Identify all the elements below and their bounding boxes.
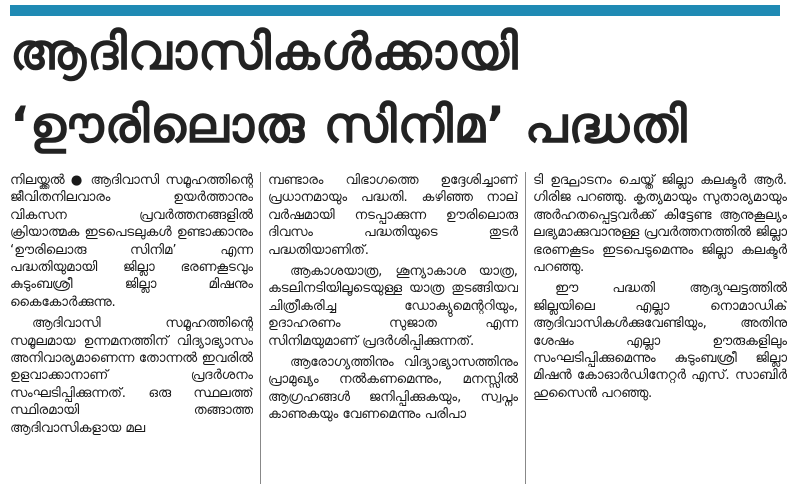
article-column-3 xyxy=(533,172,787,488)
paragraph: ഈ പദ്ധതി ആദ്യഘട്ടത്തിൽ ജില്ലയിലെ എല്ലാ നൊമാഡിക് ആദിവാസികൾക്കുവേണ്ടിയും, അതിനു ശേഷം എല്ലാ ഊരുകളിലും സംഘടിപ്പിക്കുമെന്നും കുടുംബശ്രീ ജില്ലാ മിഷൻ കോഓർഡിനേറ്റർ എസ്. സാബിർ ഹുസൈൻ പറഞ്ഞു. xyxy=(533,281,787,401)
paragraph: നിലയ്ക്കൽ ● ആദിവാസി സമൂഹത്തിന്റെ ജീവിതനിലവാരം ഉയർത്താനും വികസന പ്രവർത്തനങ്ങളിൽ ക്രിയാത്മക ഇടപെടലുകൾ ഉണ്ടാക്കാനും ‘ഊരിലൊരു സിനിമ’ എന്ന പദ്ധതിയുമായി ജില്ലാ ഭരണകൂടവും കുടുംബശ്രീ ജില്ലാ മിഷനും കൈകോർക്കുന്നു. xyxy=(10,173,253,310)
article-body xyxy=(10,172,790,488)
paragraph: ആകാശയാത്ര, ശൂന്യാകാശ യാത്ര, കടലിനടിയിലൂടെയുള്ള യാത്ര തുടങ്ങിയവ ചിത്രീകരിച്ച ഡോക്യുമെന്ററിയും, ഉദാഹരണം സുജാത എന്ന സിനിമയുമാണ് പ്രദർശിപ്പിക്കുന്നത്. xyxy=(268,264,518,349)
paragraph: ആരോഗ്യത്തിനും വിദ്യാഭ്യാസത്തിനും പ്രാമുഖ്യം നൽകണമെന്നും, മനസ്സിൽ ആഗ്രഹങ്ങൾ ജനിപ്പിക്കുകയും, സ്വപ്നം കാണുകയും വേണമെന്നും പരിപാ xyxy=(268,355,518,423)
paragraph: മ്പണ്ടാരം വിഭാഗത്തെ ഉദ്ദേശിച്ചാണ് പ്രധാനമായും പദ്ധതി. കഴിഞ്ഞ നാല് വർഷമായി നടപ്പാക്കുന്ന ഊരിലൊരു ദിവസം പദ്ധതിയുടെ തുടർ പദ്ധതിയാണിത്. xyxy=(268,173,518,258)
article-column-1 xyxy=(10,172,253,488)
paragraph: ആദിവാസി സമൂഹത്തിന്റെ സമൂലമായ ഉന്നമനത്തിന് വിദ്യാഭ്യാസം അനിവാര്യമാണെന്ന തോന്നൽ ഇവരിൽ ഉളവാക്കാനാണ് പ്രദർശനം സംഘടിപ്പിക്കുന്നത്. ഒരു സ്ഥലത്ത് സ്ഥിരമായി തങ്ങാത്ത ആദിവാസികളായ മല xyxy=(10,316,253,436)
top-color-bar xyxy=(10,5,780,16)
headline-line-2: ‘ഊരിലൊരു സിനിമ’ പദ്ധതി xyxy=(10,96,688,154)
headline-line-1: ആദിവാസികൾക്കായി xyxy=(10,23,519,81)
paragraph: ടി ഉദ്ഘാടനം ചെയ്ത് ജില്ലാ കലക്ടർ ആർ. ഗിരിജ പറഞ്ഞു. കൃത്യമായും സുതാര്യമായും അർഹതപ്പെട്ടവർക്ക് കിട്ടേണ്ട ആനുകൂല്യം ലഭ്യമാക്കുവാനുള്ള പ്രവർത്തനത്തിൽ ജില്ലാ ഭരണകൂടം ഇടപെടുമെന്നും ജില്ലാ കലക്ടർ പറഞ്ഞു. xyxy=(533,173,787,276)
column-divider xyxy=(525,172,526,484)
column-divider xyxy=(260,172,261,484)
article-column-2 xyxy=(268,172,518,488)
